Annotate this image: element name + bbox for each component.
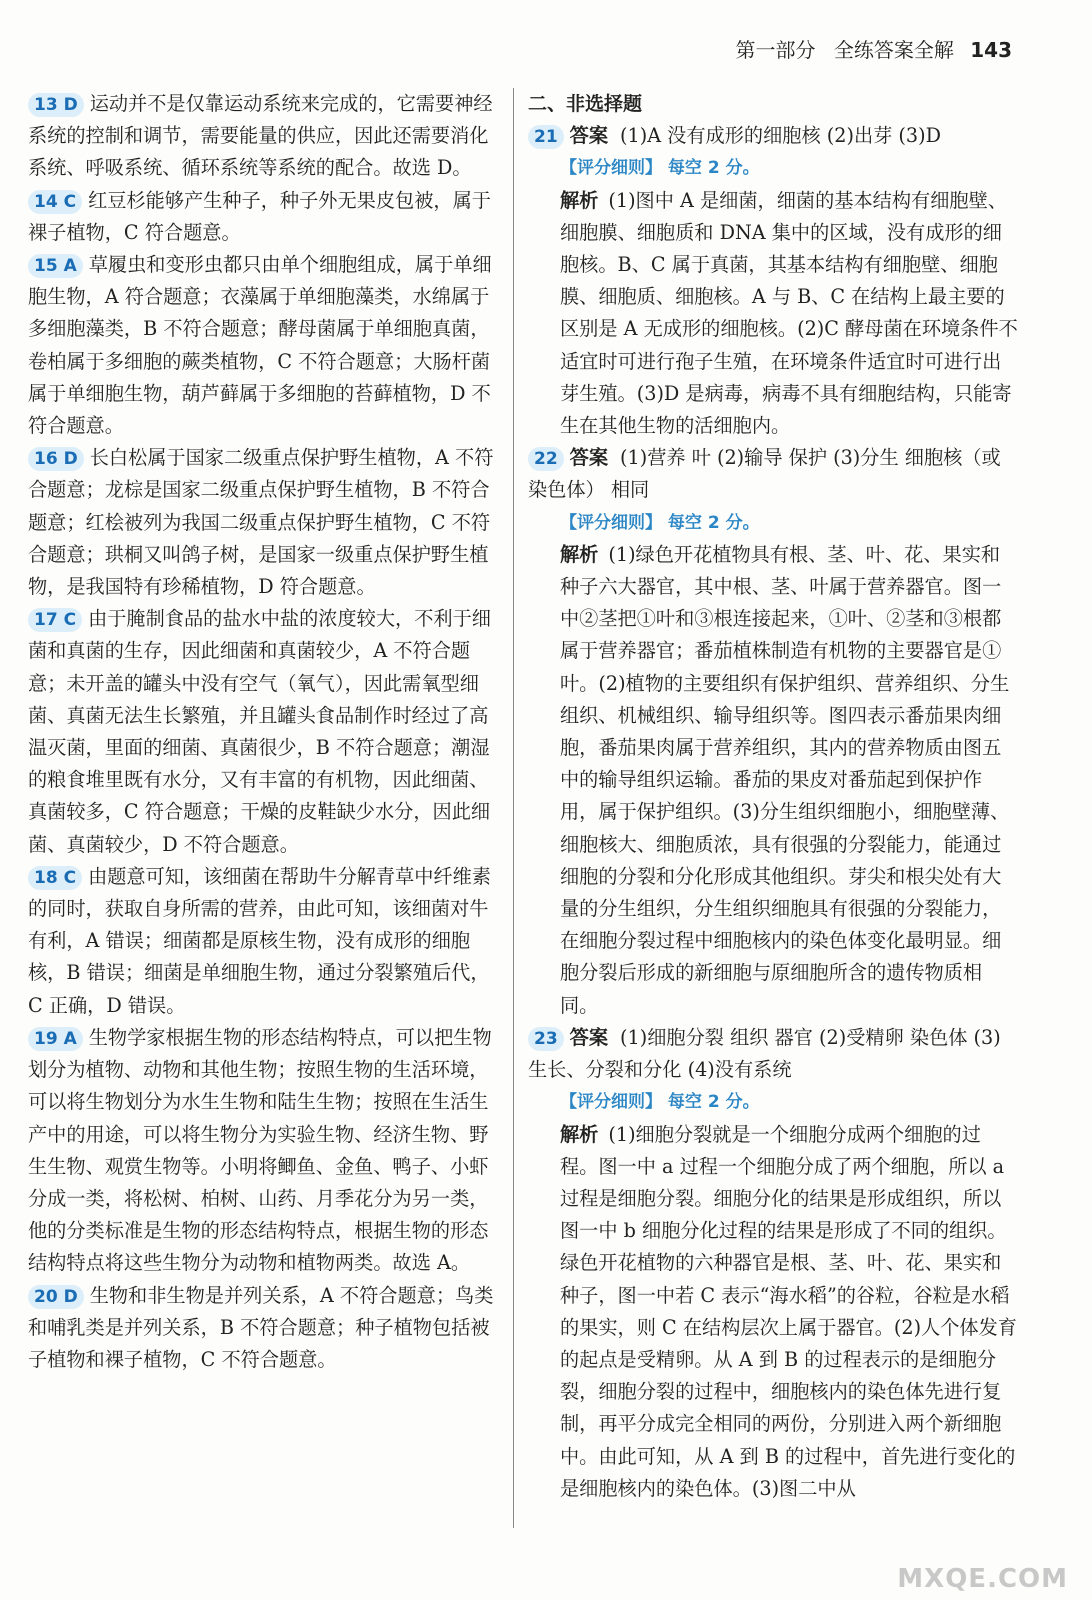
answer-text: 由题意可知，该细菌在帮助牛分解青草中纤维素的同时，获取自身所需的营养，由此可知，该细菌对牛有利，A 错误；细菌都是原核生物，没有成形的细胞核，B 错误；细菌是单细胞生物，通过分裂繁殖后代，C 正确，D 错误。 (28, 864, 491, 1017)
explain-text: (1)细胞分裂就是一个细胞分成两个细胞的过程。图一中 a 过程一个细胞分成了两个细胞，所以 a 过程是细胞分裂。细胞分化的结果是形成组织，所以图一中 b 细胞分化过程的结果是形成了不同的组织。绿色开花植物的六种器官是根、茎、叶、花、果实和种子，图一中若 C 表示“海水稻”的谷粒，谷粒是水稻的果实，则 C 在结构层次上属于器官。(2)人个体发育的起点是受精卵。从 A 到 B 的过程表示的是细胞分裂，细胞分裂的过程中，细胞核内的染色体先进行复制，再平分成完全相同的两份，分别进入两个新细胞中。由此可知，从 A 到 B 的过程中，首先进行变化的是细胞核内的染色体。(3)图二中从 (560, 1122, 1017, 1500)
question-badge: 17 C (28, 608, 82, 632)
question-badge: 23 (528, 1027, 564, 1051)
answer-19 (28, 1022, 498, 1280)
answer-text: 生物学家根据生物的形态结构特点，可以把生物划分为植物、动物和其他生物；按照生物的生活环境，可以将生物划分为水生生物和陆生生物；按照在生活生产中的用途，可以将生物分为实验生物、经济生物、野生生物、观赏生物等。小明将鲫鱼、金鱼、鸭子、小虾分成一类，将松树、柏树、山药、月季花分为另一类，他的分类标准是生物的形态结构特点，根据生物的形态结构特点将这些生物分为动物和植物两类。故选 A。 (28, 1025, 492, 1275)
answer-13 (28, 88, 498, 185)
question-badge: 20 D (28, 1285, 84, 1309)
answer-text: 长白松属于国家二级重点保护野生植物，A 不符合题意；龙棕是国家二级重点保护野生植物，B 不符合题意；红桧被列为我国二级重点保护野生植物，C 不符合题意；珙桐又叫鸽子树，是国家一级重点保护野生植物，是我国特有珍稀植物，D 符合题意。 (28, 446, 494, 599)
question-badge: 15 A (28, 254, 83, 278)
answer-text: 生物和非生物是并列关系，A 不符合题意；鸟类和哺乳类是并列关系，B 不符合题意；种子植物包括被子植物和裸子植物，C 不符合题意。 (28, 1283, 494, 1371)
answer-16 (28, 442, 498, 603)
question-badge: 13 D (28, 93, 84, 117)
explain-text: (1)图中 A 是细菌，细菌的基本结构有细胞壁、细胞膜、细胞质和 DNA 集中的区域，没有成形的细胞核。B、C 属于真菌，其基本结构有细胞壁、细胞膜、细胞质、细胞核。A 与 B、C 在结构上最主要的区别是 A 无成形的细胞核。(2)C 酵母菌在环境条件不适宜时可进行孢子生殖，在环境条件适宜时可进行出芽生殖。(3)D 是病毒，病毒不具有细胞结构，只能寄生在其他生物的活细胞内。 (560, 188, 1018, 438)
answer-23 (528, 1022, 1018, 1505)
explain-label: 解析 (560, 188, 599, 212)
question-badge: 18 C (28, 866, 82, 890)
answer-text: 草履虫和变形虫都只由单个细胞组成，属于单细胞生物，A 符合题意；衣藻属于单细胞藻类，水绵属于多细胞藻类，B 不符合题意；酵母菌属于单细胞真菌，卷柏属于多细胞的蕨类植物，C 不符合题意；大肠杆菌属于单细胞生物，葫芦藓属于多细胞的苔藓植物，D 不符合题意。 (28, 253, 492, 438)
scoring-rule: 【评分细则】 每空 2 分。 (560, 158, 760, 179)
answer-text: (1)营养 叶 (2)输导 保护 (3)分生 细胞核（或染色体） 相同 (528, 446, 1001, 502)
explain-text: (1)绿色开花植物具有根、茎、叶、花、果实和种子六大器官，其中根、茎、叶属于营养器官。图一中②茎把①叶和③根连接起来，①叶、②茎和③根都属于营养器官；番茄植株制造有机物的主要器官是①叶。(2)植物的主要组织有保护组织、营养组织、分生组织、机械组织、输导组织等。图四表示番茄果肉细胞，番茄果肉属于营养组织，其内的营养物质由图五中的输导组织运输。番茄的果皮对番茄起到保护作用，属于保护组织。(3)分生组织细胞小，细胞壁薄、细胞核大、细胞质浓，具有很强的分裂能力，能通过细胞的分裂和分化形成其他组织。芽尖和根尖处有大量的分生组织，分生组织细胞具有很强的分裂能力，在细胞分裂过程中细胞核内的染色体变化最明显。细胞分裂后形成的新细胞与原细胞所含的遗传物质相同。 (560, 542, 1010, 1017)
column-divider (513, 88, 514, 1528)
scoring-rule: 【评分细则】 每空 2 分。 (560, 1092, 760, 1113)
page-number: 143 (970, 38, 1012, 62)
left-column (28, 88, 498, 1376)
question-badge: 19 A (28, 1027, 83, 1051)
answer-text: (1)A 没有成形的细胞核 (2)出芽 (3)D (620, 124, 941, 148)
page-header (736, 34, 1012, 63)
answer-20 (28, 1280, 498, 1377)
answer-label: 答案 (569, 446, 609, 470)
answer-text: (1)细胞分裂 组织 器官 (2)受精卵 染色体 (3)生长、分裂和分化 (4)没有系统 (528, 1025, 1001, 1082)
answer-17 (28, 603, 498, 861)
answer-18 (28, 861, 498, 1022)
explain-label: 解析 (560, 542, 599, 566)
scoring-rule: 【评分细则】 每空 2 分。 (560, 512, 760, 533)
answer-text: 红豆杉能够产生种子，种子外无果皮包被，属于裸子植物，C 符合题意。 (28, 188, 491, 244)
question-badge: 14 C (28, 190, 82, 214)
right-column (528, 88, 1018, 1505)
answer-label: 答案 (569, 124, 609, 148)
question-badge: 16 D (28, 447, 84, 471)
answer-text: 由于腌制食品的盐水中盐的浓度较大，不利于细菌和真菌的生存，因此细菌和真菌较少，A 不符合题意；未开盖的罐头中没有空气（氧气），因此需氧型细菌、真菌无法生长繁殖，并且罐头食品制作时经过了高温灭菌，里面的细菌、真菌很少，B 不符合题意；潮湿的粮食堆里既有水分，又有丰富的有机物，因此细菌、真菌较多，C 符合题意；干燥的皮鞋缺少水分，因此细菌、真菌较少，D 不符合题意。 (28, 607, 491, 856)
answer-text: 运动并不是仅靠运动系统来完成的，它需要神经系统的控制和调节，需要能量的供应，因此还需要消化系统、呼吸系统、循环系统等系统的配合。故选 D。 (28, 92, 493, 180)
answer-14 (28, 185, 498, 249)
question-badge: 22 (528, 447, 564, 471)
explain-label: 解析 (560, 1122, 599, 1146)
answer-label: 答案 (569, 1025, 609, 1049)
question-badge: 21 (528, 125, 564, 149)
watermark: MXQE.COM (897, 1564, 1068, 1594)
answer-21 (528, 120, 1018, 442)
header-part: 第一部分 (735, 38, 816, 62)
answer-15 (28, 249, 498, 442)
header-title: 全练答案全解 (833, 38, 954, 62)
answer-22 (528, 442, 1018, 1022)
section-title: 二、非选择题 (528, 93, 643, 115)
